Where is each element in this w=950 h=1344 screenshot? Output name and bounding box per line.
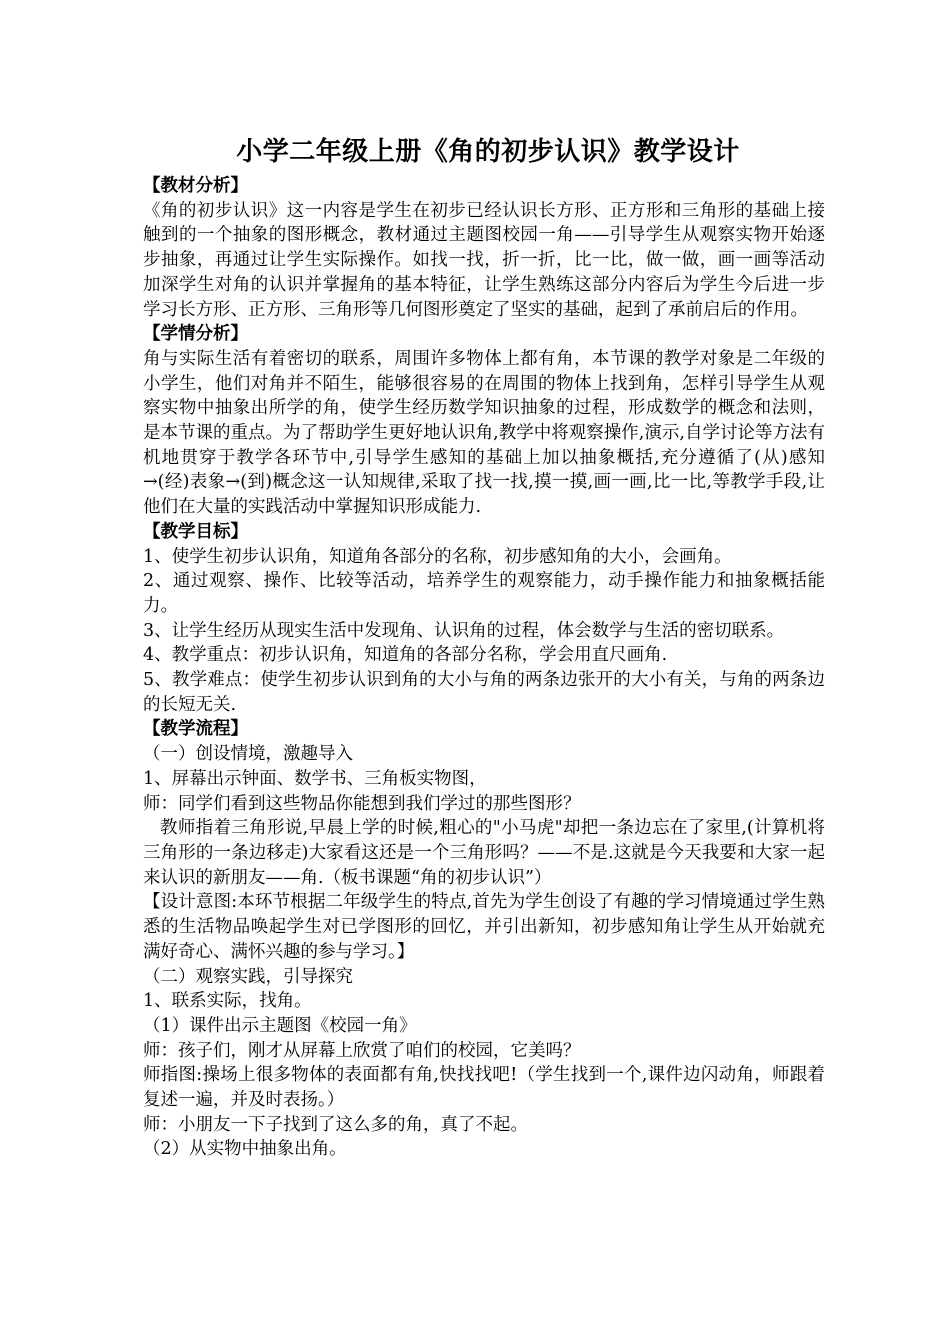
process-part2-title: （二）观察实践，引导探究 [143, 966, 353, 987]
goal-item-2: 2、通过观察、操作、比较等活动，培养学生的观察能力，动手操作能力和抽象概括能力。 [143, 571, 825, 616]
process-part1-story: 教师指着三角形说,早晨上学的时候,粗心的"小马虎"却把一条边忘在了家里,(计算机将三角形的一条边移走)大家看这还是一个三角形吗？——不是.这就是今天我要和大家一起来认识的新朋友——角.（板书课题“角的初步认识”） [143, 818, 825, 888]
process-part1-design-note: 【设计意图:本环节根据二年级学生的特点,首先为学生创设了有趣的学习情境通过学生熟悉的生活物品唤起学生对已学图形的回忆，并引出新知，初步感知角让学生从开始就充满好奇心、满怀兴趣的参与学习。】 [143, 892, 825, 962]
material-body: 《角的初步认识》这一内容是学生在初步已经认识长方形、正方形和三角形的基础上接触到的一个抽象的图形概念，教材通过主题图校园一角——引导学生从观察实物开始逐步抽象，再通过让学生实际操作。如找一找，折一折，比一比，做一做，画一画等活动加深学生对角的认识并掌握角的基本特征，让学生熟练这部分内容后为学生今后进一步学习长方形、正方形、三角形等几何图形奠定了坚实的基础，起到了承前启后的作用。 [143, 200, 825, 320]
goal-item-4: 4、教学重点：初步认识角，知道角的各部分名称，学会用直尺画角. [143, 645, 668, 666]
goal-item-1: 1、使学生初步认识角，知道角各部分的名称，初步感知角的大小，会画角。 [143, 546, 732, 567]
process-part1-title: （一）创设情境，激趣导入 [143, 744, 353, 765]
process-part2-teacher1: 师：孩子们，刚才从屏幕上欣赏了咱们的校园，它美吗？ [143, 1040, 581, 1061]
process-heading: 【教学流程】 [143, 719, 248, 740]
document-title: 小学二年级上册《角的初步认识》教学设计 [236, 137, 740, 167]
students-heading: 【学情分析】 [143, 324, 248, 345]
process-part2-sub1: （1）课件出示主题图《校园一角》 [143, 1015, 417, 1036]
process-part2-sub2: （2）从实物中抽象出角。 [143, 1139, 347, 1160]
process-part2-teacher3: 师：小朋友一下子找到了这么多的角，真了不起。 [143, 1114, 528, 1135]
process-part1-teacher1: 师：同学们看到这些物品你能想到我们学过的那些图形？ [143, 793, 581, 814]
process-part2-step1: 1、联系实际，找角。 [143, 991, 312, 1012]
goals-heading: 【教学目标】 [143, 521, 248, 542]
process-part1-step1: 1、屏幕出示钟面、数学书、三角板实物图， [143, 768, 487, 789]
goal-item-5: 5、教学难点：使学生初步认识到角的大小与角的两条边张开的大小有关，与角的两条边的长短无关. [143, 670, 825, 715]
process-part2-teacher2: 师指图:操场上很多物体的表面都有角,快找找吧!（学生找到一个,课件边闪动角，师跟着复述一遍，并及时表扬。） [143, 1065, 825, 1111]
goal-item-3: 3、让学生经历从现实生活中发现角、认识角的过程，体会数学与生活的密切联系。 [143, 620, 785, 641]
document-page [143, 134, 825, 1162]
material-heading: 【教材分析】 [143, 176, 248, 196]
students-body: 角与实际生活有着密切的联系，周围许多物体上都有角，本节课的教学对象是二年级的小学生，他们对角并不陌生，能够很容易的在周围的物体上找到角，怎样引导学生从观察实物中抽象出所学的角，使学生经历数学知识抽象的过程，形成数学的概念和法则，是本节课的重点。为了帮助学生更好地认识角,教学中将观察操作,演示,自学讨论等方法有机地贯穿于教学各环节中,引导学生感知的基础上加以抽象概括,充分遵循了(从)感知→(经)表象→(到)概念这一认知规律,采取了找一找,摸一摸,画一画,比一比,等教学手段,让他们在大量的实践活动中掌握知识形成能力. [143, 348, 825, 518]
